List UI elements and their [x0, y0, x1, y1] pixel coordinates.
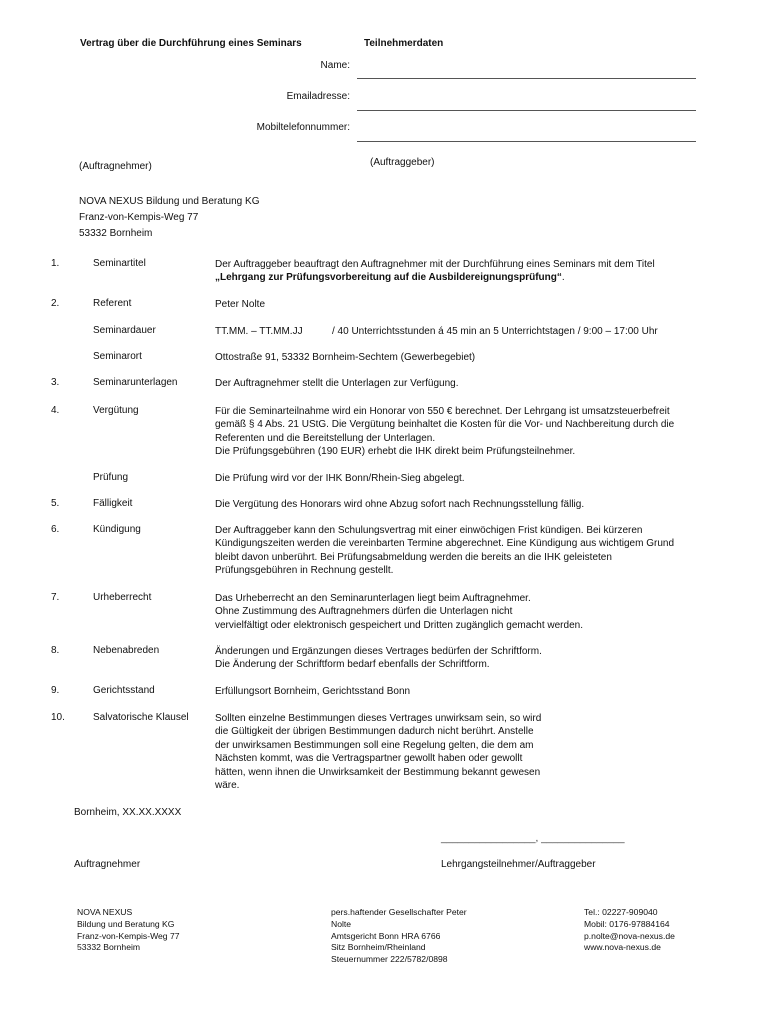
text-line: Für die Seminarteilnahme wird ein Honorar von 550 € berechnet. Der Lehrgang ist umsatzsteuerbefreit	[215, 406, 670, 417]
text-line: gemäß § 4 Abs. 21 UStG. Die Vergütung beinhaltet die Kosten für die Vor- und Nachbereitung durch die	[215, 419, 675, 431]
text-line: wäre.	[215, 780, 240, 792]
text-line: die Gültigkeit der übrigen Bestimmungen dadurch nicht berührt. Anstelle	[215, 726, 534, 738]
section-label-place: Seminarort	[93, 351, 142, 362]
section-text-side-agreements	[215, 645, 542, 672]
footer-line: Franz-von-Kempis-Weg 77	[77, 930, 180, 941]
seminar-title-line	[215, 271, 655, 284]
company-street: Franz-von-Kempis-Weg 77	[79, 212, 199, 223]
footer-line: Bildung und Beratung KG	[77, 918, 175, 929]
signature-client: Lehrgangsteilnehmer/Auftraggeber	[441, 859, 596, 870]
footer-line: Sitz Bornheim/Rheinland	[331, 942, 426, 953]
text-line: Das Urheberrecht an den Seminarunterlagen liegt beim Auftragnehmer.	[215, 593, 531, 604]
section-label-jurisdiction: Gerichtsstand	[93, 685, 155, 696]
text-line: Ohne Zustimmung des Auftragnehmers dürfen die Unterlagen nicht	[215, 606, 513, 618]
contractor-label: (Auftragnehmer)	[79, 161, 152, 172]
text-line: Sollten einzelne Bestimmungen dieses Vertrages unwirksam sein, so wird	[215, 713, 542, 724]
footer-line: 53332 Bornheim	[77, 942, 141, 953]
section-number: 10.	[51, 712, 65, 723]
client-label: (Auftraggeber)	[370, 157, 435, 168]
text-line: Prüfungsgebühren in Rechnung gestellt.	[215, 565, 394, 577]
duration-details: / 40 Unterrichtsstunden á 45 min an 5 Unterrichtstagen / 9:00 – 17:00 Uhr	[332, 326, 658, 337]
text-line: der unwirksamen Bestimmungen soll eine Regelung gelten, die dem am	[215, 739, 534, 751]
section-label-termination: Kündigung	[93, 524, 141, 535]
section-text-severability	[215, 712, 541, 792]
section-label-exam: Prüfung	[93, 472, 129, 483]
footer-legal	[331, 907, 467, 966]
section-text-copyright	[215, 592, 583, 632]
participant-data-title: Teilnehmerdaten	[364, 38, 444, 49]
section-text-place: Ottostraße 91, 53332 Bornheim-Sechtem (Gewerbegebiet)	[215, 352, 476, 363]
section-text-termination	[215, 524, 674, 578]
text-line: Der Auftraggeber beauftragt den Auftragnehmer mit der Durchführung eines Seminars mit dem Titel	[215, 259, 655, 270]
name-label: Name:	[320, 60, 350, 71]
section-number: 4.	[51, 405, 60, 416]
section-label-seminar-title: Seminartitel	[93, 258, 146, 269]
mobile-label: Mobiltelefonnummer:	[256, 122, 350, 133]
footer-line: NOVA NEXUS	[77, 907, 133, 917]
text-line: bleibt davon unberührt. Bei Prüfungsabmeldung werden die bereits an die IHK geleisteten	[215, 551, 612, 563]
text-line: Die Änderung der Schriftform bedarf ebenfalls der Schriftform.	[215, 659, 490, 671]
section-text-due: Die Vergütung des Honorars wird ohne Abzug sofort nach Rechnungsstellung fällig.	[215, 499, 585, 510]
footer-mobile: Mobil: 0176-97884164	[584, 918, 670, 929]
duration-dates: TT.MM. – TT.MM.JJ	[215, 326, 303, 337]
contract-title: Vertrag über die Durchführung eines Seminars	[80, 38, 302, 49]
name-field-line[interactable]	[357, 78, 696, 79]
company-city: 53332 Bornheim	[79, 228, 153, 239]
footer-email-link[interactable]: p.nolte@nova-nexus.de	[584, 930, 675, 941]
section-label-severability: Salvatorische Klausel	[93, 712, 189, 723]
section-number: 8.	[51, 645, 60, 656]
footer-line: Steuernummer 222/5782/0898	[331, 954, 448, 965]
section-text-exam: Die Prüfung wird vor der IHK Bonn/Rhein-Sieg abgelegt.	[215, 473, 465, 484]
section-label-duration: Seminardauer	[93, 325, 156, 336]
section-number: 9.	[51, 685, 60, 696]
email-label: Emailadresse:	[286, 91, 350, 102]
text-line: Nächsten kommt, was die Vertragspartner gewollt haben oder gewollt	[215, 753, 523, 765]
mobile-field-line[interactable]	[357, 141, 696, 142]
place-date: Bornheim, XX.XX.XXXX	[74, 807, 182, 818]
section-number: 7.	[51, 592, 60, 603]
footer-website-link[interactable]: www.nova-nexus.de	[584, 942, 661, 953]
text-line: Änderungen und Ergänzungen dieses Vertrages bedürfen der Schriftform.	[215, 646, 542, 657]
section-label-copyright: Urheberrecht	[93, 592, 152, 603]
section-label-fee: Vergütung	[93, 405, 139, 416]
footer-line: pers.haftender Gesellschafter Peter	[331, 907, 467, 917]
section-text-jurisdiction: Erfüllungsort Bornheim, Gerichtsstand Bonn	[215, 686, 411, 697]
text-line: Die Prüfungsgebühren (190 EUR) erhebt die IHK direkt beim Prüfungsteilnehmer.	[215, 446, 576, 458]
text-line: Kündigungszeiten werden die vereinbarten Termine abgerechnet. Eine Kündigung aus wichtigem Grund	[215, 538, 674, 550]
section-number: 6.	[51, 524, 60, 535]
footer-phone: Tel.: 02227-909040	[584, 907, 658, 917]
section-number: 3.	[51, 377, 60, 388]
seminar-title: „Lehrgang zur Prüfungsvorbereitung auf die Ausbildereignungsprüfung“	[215, 272, 562, 284]
section-text-referent: Peter Nolte	[215, 299, 266, 310]
section-label-side-agreements: Nebenabreden	[93, 645, 160, 656]
footer-company	[77, 907, 180, 954]
footer-line: Amtsgericht Bonn HRA 6766	[331, 930, 441, 941]
punctuation: .	[561, 272, 565, 284]
section-text-materials: Der Auftragnehmer stellt die Unterlagen zur Verfügung.	[215, 378, 459, 389]
section-text-seminar-title	[215, 258, 655, 285]
email-field-line[interactable]	[357, 110, 696, 111]
section-text-fee	[215, 405, 674, 459]
text-line: hätten, wenn ihnen die Unwirksamkeit der Bestimmung bekannt gewesen	[215, 766, 541, 778]
place-date-blank[interactable]: _________________, _______________	[441, 833, 625, 844]
section-label-due: Fälligkeit	[93, 498, 133, 509]
text-line: Der Auftraggeber kann den Schulungsvertrag mit einer einwöchigen Frist kündigen. Bei kürzeren	[215, 525, 643, 536]
footer-line: Nolte	[331, 918, 352, 929]
section-label-materials: Seminarunterlagen	[93, 377, 178, 388]
text-line: vervielfältigt oder elektronisch gespeichert und Dritten zugänglich gemacht werden.	[215, 619, 583, 631]
section-number: 2.	[51, 298, 60, 309]
section-number: 1.	[51, 258, 60, 269]
text-line: Referenten und die Bereitstellung der Unterlagen.	[215, 432, 436, 444]
section-label-referent: Referent	[93, 298, 132, 309]
company-name: NOVA NEXUS Bildung und Beratung KG	[79, 196, 260, 207]
footer-contact	[584, 907, 675, 954]
signature-contractor: Auftragnehmer	[74, 859, 141, 870]
section-number: 5.	[51, 498, 60, 509]
